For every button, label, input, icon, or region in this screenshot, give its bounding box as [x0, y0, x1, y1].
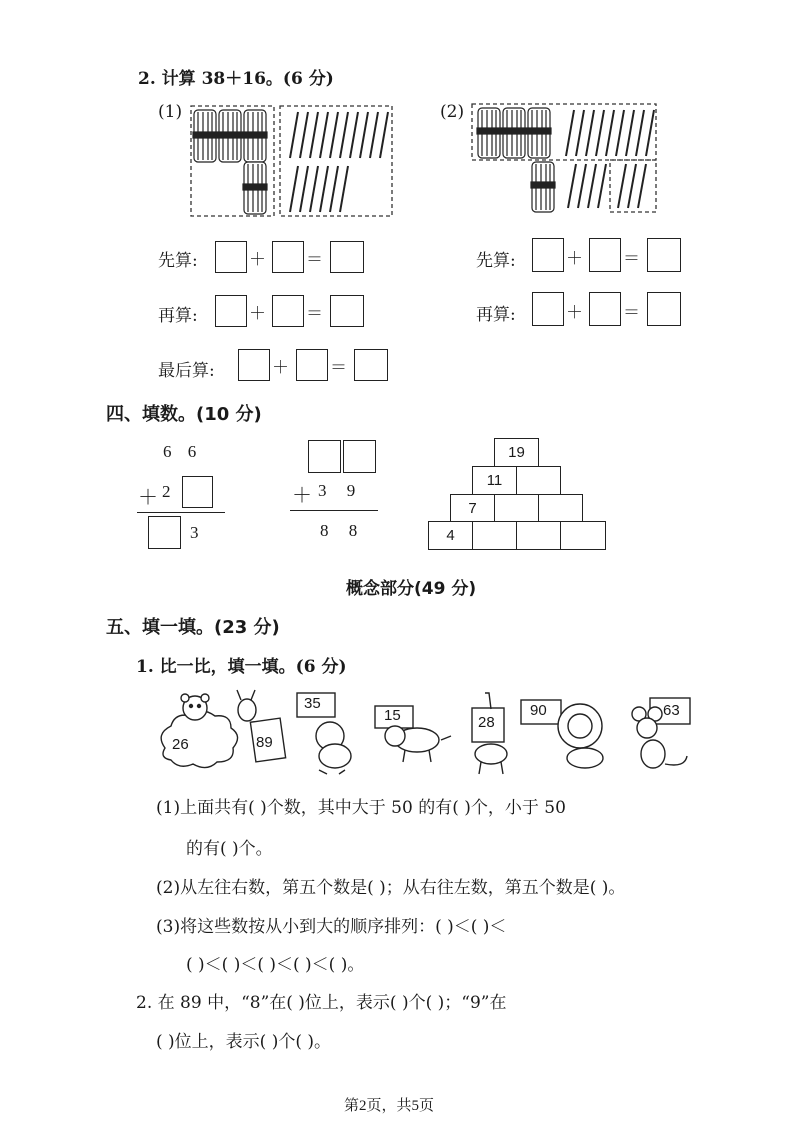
sec5-q1-title: 1. 比一比，填一填。(6 分) [136, 657, 347, 677]
q1-3-line1: (3)将这些数按从小到大的顺序排列：( )＜( )＜ [156, 917, 507, 937]
answer-box[interactable] [589, 292, 621, 326]
answer-box[interactable] [647, 292, 681, 326]
sticks-illustration-2 [470, 102, 660, 220]
plus-sign: ＋ [272, 358, 289, 378]
answer-box[interactable] [354, 349, 388, 381]
answer-box[interactable] [272, 241, 304, 273]
section4-title: 四、填数。(10 分) [106, 404, 262, 425]
prob1-mid-digit: 2 [162, 482, 171, 501]
answer-box[interactable] [215, 295, 247, 327]
answer-box[interactable] [272, 295, 304, 327]
pyramid-cell-row4-4[interactable] [560, 521, 606, 550]
number-63: 63 [663, 702, 680, 719]
q2-line2: ( )位上，表示( )个( )。 [156, 1032, 332, 1052]
answer-box[interactable] [148, 516, 181, 549]
q1-3-line2: ( )＜( )＜( )＜( )＜( )。 [186, 955, 365, 975]
answer-box[interactable] [532, 292, 564, 326]
prob2-sum-line [290, 510, 378, 511]
step-then-label-2: 再算: [476, 305, 516, 325]
step-first-label-2: 先算: [476, 251, 516, 271]
prob2-result: 8 8 [320, 521, 366, 540]
page-footer: 第2页，共5页 [344, 1098, 435, 1114]
pyramid-cell-row4-3[interactable] [516, 521, 561, 550]
equals-sign: ＝ [306, 250, 323, 270]
animal-numbers-illustration [155, 688, 715, 780]
prob1-sum-line [137, 512, 225, 513]
prob1-result-digit: 3 [190, 523, 199, 542]
prob2-plus: ＋ [292, 485, 312, 507]
pyramid-cell-row3-1: 7 [450, 494, 495, 523]
number-26: 26 [172, 736, 189, 753]
equals-sign: ＝ [306, 304, 323, 324]
equals-sign: ＝ [330, 358, 347, 378]
pyramid-cell-row2-1: 11 [472, 466, 517, 495]
answer-box[interactable] [238, 349, 270, 381]
answer-box[interactable] [343, 440, 376, 473]
answer-box[interactable] [647, 238, 681, 272]
pyramid-cell-row3-3[interactable] [538, 494, 583, 523]
answer-box[interactable] [296, 349, 328, 381]
answer-box[interactable] [215, 241, 247, 273]
prob1-plus: ＋ [138, 487, 158, 509]
step-then-label-1: 再算: [158, 306, 198, 326]
number-89: 89 [256, 734, 273, 751]
answer-box[interactable] [330, 241, 364, 273]
q2-part1-label: (1) [158, 102, 183, 122]
plus-sign: ＋ [566, 303, 583, 323]
equals-sign: ＝ [623, 303, 640, 323]
answer-box[interactable] [182, 476, 213, 508]
concept-heading: 概念部分(49 分) [346, 579, 477, 599]
q1-1-line2: 的有( )个。 [186, 839, 273, 859]
pyramid-cell-row3-2[interactable] [494, 494, 539, 523]
pyramid-cell-row4-2[interactable] [472, 521, 517, 550]
prob2-mid-number: 3 9 [318, 481, 364, 500]
q2-line1: 2. 在 89 中，“8”在( )位上，表示( )个( )；“9”在 [136, 993, 507, 1013]
answer-box[interactable] [589, 238, 621, 272]
q1-2: (2)从左往右数，第五个数是( )；从右往左数，第五个数是( )。 [156, 878, 626, 898]
prob1-top-number: 6 6 [163, 442, 203, 461]
q2-title: 2. 计算 38＋16。(6 分) [138, 69, 334, 89]
q2-part2-label: (2) [440, 102, 465, 122]
plus-sign: ＋ [249, 250, 266, 270]
answer-box[interactable] [308, 440, 341, 473]
number-28: 28 [478, 714, 495, 731]
number-35: 35 [304, 695, 321, 712]
pyramid-cell-row4-1: 4 [428, 521, 473, 550]
pyramid-cell-row2-2[interactable] [516, 466, 561, 495]
answer-box[interactable] [532, 238, 564, 272]
step-last-label: 最后算: [158, 361, 215, 381]
number-15: 15 [384, 707, 401, 724]
number-90: 90 [530, 702, 547, 719]
equals-sign: ＝ [623, 249, 640, 269]
q1-1-line1: (1)上面共有( )个数，其中大于 50 的有( )个，小于 50 [156, 798, 566, 818]
section5-title: 五、填一填。(23 分) [106, 617, 280, 638]
pyramid-cell-top: 19 [494, 438, 539, 467]
plus-sign: ＋ [566, 249, 583, 269]
answer-box[interactable] [330, 295, 364, 327]
step-first-label-1: 先算: [158, 251, 198, 271]
sticks-illustration-1 [186, 102, 396, 222]
plus-sign: ＋ [249, 304, 266, 324]
